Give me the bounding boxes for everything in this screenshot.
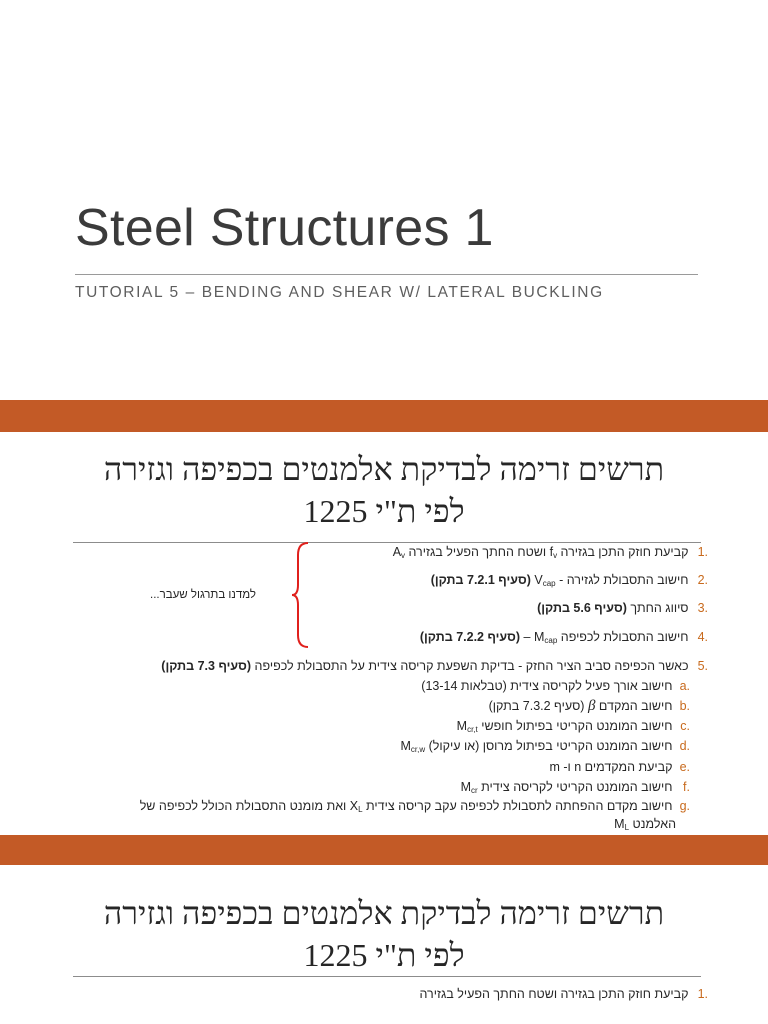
subscript: v xyxy=(401,551,406,560)
sub-list-item xyxy=(70,799,690,835)
item-text: חישוב התסבולת לכפיפה M xyxy=(533,630,689,644)
sub-list-item xyxy=(70,738,690,758)
item-text: חישוב אורך פעיל לקריסה צידית (טבלאות 13-14) xyxy=(421,679,673,693)
list-item xyxy=(48,658,708,674)
item-letter: .b xyxy=(679,699,690,713)
standard-reference: (סעיף 5.6 בתקן) xyxy=(537,601,627,615)
title-slide xyxy=(0,0,768,400)
item-text: קביעת חוזק התכן בגזירה f xyxy=(549,545,689,559)
slide-title-line1: תרשים זרימה לבדיקת אלמנטים בכפיפה וגזירה xyxy=(103,451,665,487)
item-text: קביעת המקדמים n ו- m xyxy=(549,760,673,774)
item-text: חישוב התסבולת לגזירה - V xyxy=(534,573,689,587)
sub-list-item xyxy=(70,779,690,799)
slide-title-line2: לפי ת"י 1225 xyxy=(303,937,465,973)
subscript: cr xyxy=(470,786,478,795)
item-letter: .c xyxy=(680,719,690,733)
presentation-title: Steel Structures 1 xyxy=(75,199,494,257)
item-text: חישוב המקדם xyxy=(595,699,673,713)
item-number: .2 xyxy=(697,573,708,587)
brace-note: למדנו בתרגול שעבר... xyxy=(150,589,257,601)
slide-separator-bar xyxy=(0,400,768,432)
list-item xyxy=(48,600,708,616)
subscript: cap xyxy=(544,636,558,645)
item-number: .1 xyxy=(697,987,708,1001)
item-letter: .f xyxy=(683,780,690,794)
slide-title xyxy=(60,448,708,532)
item-text: ושטח החתך הפעיל בגזירה A xyxy=(392,545,550,559)
slide-title-line2: לפי ת"י 1225 xyxy=(303,493,465,529)
slide-title xyxy=(60,892,708,976)
item-letter: .g xyxy=(679,799,690,813)
slide-title-divider xyxy=(73,542,701,543)
item-number: .3 xyxy=(697,601,708,615)
item-number: .4 xyxy=(697,630,708,644)
subscript: cap xyxy=(542,579,556,588)
subscript: L xyxy=(624,823,630,832)
standard-reference: (סעיף 7.2.1 בתקן) xyxy=(430,573,535,587)
subscript: v xyxy=(553,551,558,560)
item-number: .1 xyxy=(697,545,708,559)
item-letter: .d xyxy=(679,739,690,753)
slide-title-divider xyxy=(73,976,701,977)
subscript: cr,w xyxy=(410,745,426,754)
item-letter: .e xyxy=(679,760,690,774)
item-text: חישוב המומנט הקריטי בפיתול חופשי M xyxy=(456,719,673,733)
standard-reference: (סעיף 7.2.2 בתקן) xyxy=(419,630,521,644)
item-text: האלמנט M xyxy=(614,817,676,831)
sub-list-item xyxy=(70,698,690,714)
item-text: חישוב המומנט הקריטי בפיתול מרוסן (או עיקול) M xyxy=(400,739,673,753)
standard-reference: (סעיף 7.3 בתקן) xyxy=(161,659,252,673)
title-divider xyxy=(75,274,698,275)
list-item xyxy=(48,629,708,649)
slide-separator-bar xyxy=(0,835,768,865)
list-item xyxy=(48,572,708,592)
sub-list-item xyxy=(70,678,690,694)
item-text: (סעיף 7.3.2 בתקן) xyxy=(488,699,588,713)
presentation-subtitle: TUTORIAL 5 – BENDING AND SHEAR W/ LATERAL BUCKLING xyxy=(75,284,604,301)
item-letter: .a xyxy=(679,679,690,693)
list-item xyxy=(48,544,708,564)
item-text: ואת מומנט התסבולת הכולל לכפיפה של xyxy=(139,799,350,813)
item-text: קביעת חוזק התכן בגזירה ושטח החתך הפעיל בגזירה xyxy=(419,987,689,1001)
list-item xyxy=(48,986,708,1002)
item-text: כאשר הכפיפה סביב הציר החזק - בדיקת השפעת קריסה צידית על התסבולת לכפיפה xyxy=(251,659,689,673)
beta-symbol: β xyxy=(587,698,596,714)
item-text: סיווג החתך xyxy=(626,601,689,615)
sub-list-item xyxy=(70,718,690,738)
slide-title-line1: תרשים זרימה לבדיקת אלמנטים בכפיפה וגזירה xyxy=(103,895,665,931)
item-text: – xyxy=(520,630,534,644)
subscript: L xyxy=(358,805,363,814)
item-text: חישוב מקדם ההפחתה לתסבולת לכפיפה עקב קריסה צידית X xyxy=(349,799,673,813)
sub-list-item xyxy=(70,759,690,775)
item-text: חישוב המומנט הקריטי לקריסה צידית M xyxy=(460,780,673,794)
item-number: .5 xyxy=(697,659,708,673)
subscript: cr,t xyxy=(467,725,478,734)
